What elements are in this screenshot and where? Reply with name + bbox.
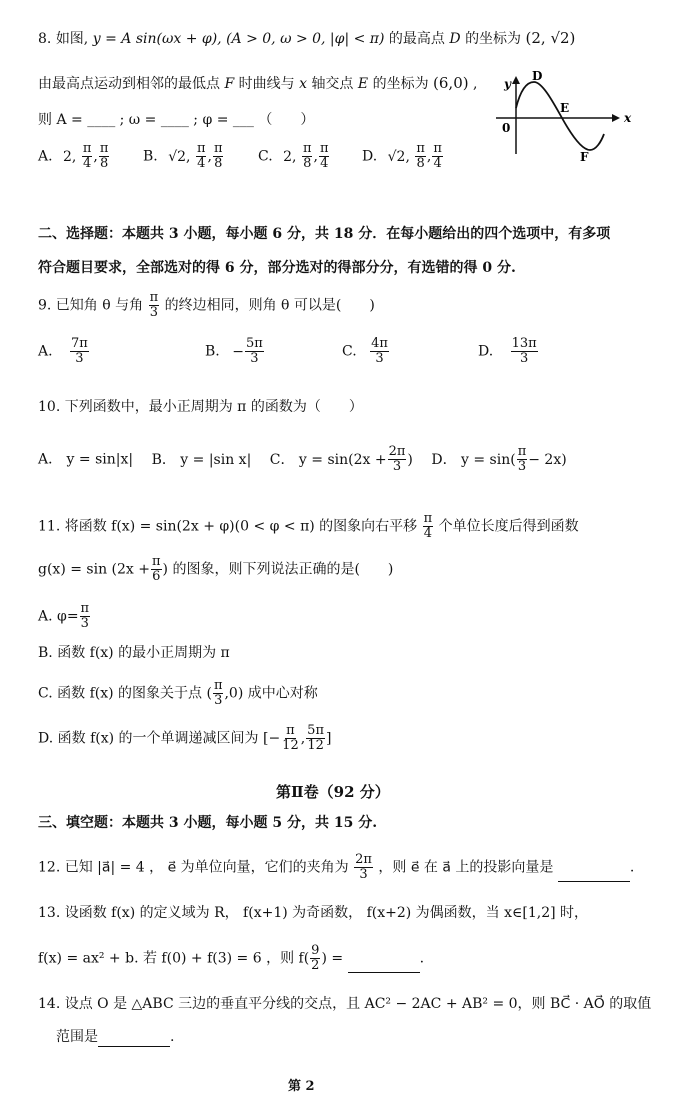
q10-c-pre: C． y = sin(2x + xyxy=(269,451,387,468)
q8-coord-e: (6,0) xyxy=(433,74,469,92)
q11-line2 xyxy=(38,555,393,584)
fraction xyxy=(151,555,162,584)
denominator: 4 xyxy=(433,156,442,171)
x-axis-arrow xyxy=(612,114,620,122)
numerator: π xyxy=(152,554,161,569)
fraction xyxy=(310,944,320,973)
numerator: 5π xyxy=(245,336,263,351)
q10-d-pre: D． y = sin( xyxy=(431,451,516,468)
denominator: 12 xyxy=(282,738,299,753)
q8-sine-graph xyxy=(490,70,640,162)
numerator: π xyxy=(433,141,442,156)
denominator: 4 xyxy=(320,156,329,171)
fraction xyxy=(149,291,160,320)
numerator: π xyxy=(213,678,223,693)
denominator: 3 xyxy=(392,459,402,474)
option-label: C. xyxy=(258,148,273,165)
option-value: √2, xyxy=(168,148,191,165)
fraction xyxy=(306,724,325,753)
numerator: π xyxy=(423,511,433,526)
fraction xyxy=(245,337,264,366)
numerator: π xyxy=(196,141,206,156)
denominator: 8 xyxy=(214,156,223,171)
q8-line2-c: 轴交点 xyxy=(311,76,354,92)
graph-label-f: F xyxy=(580,150,589,162)
q11-line2-b: ) 的图象，则下列说法正确的是( ) xyxy=(162,561,394,578)
q8-option-d: D. √2, $\frac{\pi}{8}$ , $\frac{\pi}{4}$ xyxy=(362,141,442,171)
q9-option-a xyxy=(38,337,90,366)
denominator: 3 xyxy=(520,351,529,366)
q8-point-d: D xyxy=(449,31,461,47)
q10-option-d xyxy=(431,444,567,474)
fraction xyxy=(370,337,389,366)
q14-answer-blank[interactable] xyxy=(98,1032,170,1047)
fraction xyxy=(80,602,91,631)
denominator: 4 xyxy=(197,156,206,171)
denominator: 3 xyxy=(250,351,259,366)
q10-d-post: − 2x) xyxy=(528,451,567,468)
fraction xyxy=(99,142,110,171)
q8-line2-d: 的坐标为 xyxy=(372,76,429,92)
fraction xyxy=(213,142,224,171)
q9-option-b xyxy=(205,337,265,366)
q11-a-pre: A. φ= xyxy=(38,608,79,625)
q13-line1: 13. 设函数 f(x) 的定义域为 R， f(x+1) 为奇函数， f(x+2) 为偶函数，当 x∈[1,2] 时， xyxy=(38,905,589,921)
numerator: π xyxy=(82,141,92,156)
q10-options xyxy=(38,445,567,474)
numerator: π xyxy=(99,141,109,156)
q13-end: . xyxy=(419,950,425,967)
q12-post: ，则 e⃗ 在 a⃗ 上的投影向量是 xyxy=(378,859,554,876)
q8-coord-text: 的坐标为 xyxy=(465,31,522,47)
q8-number: 8. xyxy=(38,31,52,47)
numerator: π xyxy=(517,444,527,459)
q11-d-comma: , xyxy=(300,730,306,747)
q8-line1 xyxy=(38,28,575,49)
denominator: 2 xyxy=(311,958,320,973)
denominator: 4 xyxy=(82,156,92,171)
fraction xyxy=(432,142,443,171)
denominator: 8 xyxy=(99,156,109,171)
q8-lead: 如图, xyxy=(55,31,89,47)
q11-c-post: ,0) 成中心对称 xyxy=(224,685,318,702)
option-label: B. xyxy=(205,343,220,360)
fraction xyxy=(511,337,538,366)
q9-stem xyxy=(38,291,375,320)
q12-pre: 12. 已知 |a⃗| = 4 ， e⃗ 为单位向量，它们的夹角为 xyxy=(38,859,349,876)
option-value: 2, xyxy=(283,148,297,165)
numerator: π xyxy=(286,723,295,738)
graph-label-y: y xyxy=(504,77,511,91)
fraction xyxy=(423,512,434,541)
option-label: D. xyxy=(478,343,494,360)
numerator: 13π xyxy=(511,336,537,351)
numerator: 5π xyxy=(307,723,324,738)
fraction xyxy=(70,337,89,366)
q13-answer-blank[interactable] xyxy=(348,958,420,973)
q12-stem xyxy=(38,853,634,882)
q14-line2 xyxy=(56,1027,174,1047)
denominator: 3 xyxy=(517,459,527,474)
section2-line1: 二、选择题：本题共 3 小题，每小题 6 分，共 18 分．在每小题给出的四个选项中，有多项 xyxy=(38,226,611,242)
denominator: 3 xyxy=(80,616,89,631)
q13-line2 xyxy=(38,944,424,973)
q8-point-e: E xyxy=(357,76,369,92)
q11-d-pre: D. 函数 f(x) 的一个单调递减区间为 [− xyxy=(38,730,281,747)
q11-line1 xyxy=(38,512,579,541)
q8-line2-a: 由最高点运动到相邻的最低点 xyxy=(38,76,220,92)
option-label: C. xyxy=(342,343,357,360)
numerator: π xyxy=(319,141,329,156)
denominator: 3 xyxy=(375,351,384,366)
q9-lead: 9. 已知角 θ 与角 xyxy=(38,297,144,314)
fraction xyxy=(281,724,300,753)
fraction xyxy=(82,142,93,171)
q8-coord-d: (2, √2) xyxy=(525,29,576,47)
q11-line2-a: g(x) = sin (2x + xyxy=(38,561,150,578)
numerator: 9 xyxy=(311,943,320,958)
option-label: B. xyxy=(143,148,158,165)
q11-option-c xyxy=(38,679,318,708)
q14-line1: 14. 设点 O 是 △ABC 三边的垂直平分线的交点，且 AC² − 2AC + AB² = 0，则 BC⃗ · AO⃗ 的取值 xyxy=(38,996,652,1012)
denominator: 3 xyxy=(75,351,84,366)
option-label: D. xyxy=(362,148,378,165)
fraction xyxy=(415,142,426,171)
q8-line3: 则 A = ____ ; ω = ____ ; φ = ___ （ ） xyxy=(38,112,315,128)
option-value: 2, xyxy=(63,148,77,165)
denominator: 6 xyxy=(152,569,161,584)
q10-stem: 10. 下列函数中，最小正周期为 π 的函数为（ ） xyxy=(38,399,363,415)
q11-line1-a: 11. 将函数 f(x) = sin(2x + φ)(0 < φ < π) 的图象向右平移 xyxy=(38,518,418,535)
fraction xyxy=(302,142,313,171)
numerator: π xyxy=(416,141,425,156)
q13-line2-post: ) = xyxy=(321,950,344,967)
option-sign: − xyxy=(232,343,244,360)
graph-label-e: E xyxy=(560,101,570,115)
denominator: 3 xyxy=(149,305,158,320)
sine-curve xyxy=(516,82,604,150)
numerator: π xyxy=(80,601,90,616)
denominator: 12 xyxy=(307,738,324,753)
q9-option-d xyxy=(478,337,539,366)
q8-function: y = A sin(ωx + φ), (A > 0, ω > 0, |φ| < π) xyxy=(92,31,385,47)
fraction xyxy=(517,445,528,474)
q10-option-b: B． y = |sin x| xyxy=(151,451,252,468)
q12-answer-blank[interactable] xyxy=(558,867,630,882)
numerator: 4π xyxy=(371,336,388,351)
q8-line2 xyxy=(38,73,478,94)
q11-d-post: ] xyxy=(326,730,332,747)
q8-option-a: A. 2, $\frac{\pi}{4}$ , $\frac{\pi}{8}$ xyxy=(38,141,109,171)
numerator: π xyxy=(213,141,223,156)
denominator: 4 xyxy=(423,526,433,541)
q11-option-b: B. 函数 f(x) 的最小正周期为 π xyxy=(38,645,230,661)
denominator: 8 xyxy=(303,156,312,171)
numerator: 7π xyxy=(71,336,88,351)
q12-end: . xyxy=(629,859,635,876)
q8-point-f: F xyxy=(224,76,235,92)
fraction xyxy=(196,142,207,171)
q14-line2-text: 范围是 xyxy=(56,1029,98,1045)
fraction xyxy=(354,853,373,882)
q11-line1-b: 个单位长度后得到函数 xyxy=(438,518,579,535)
graph-label-d: D xyxy=(532,70,543,83)
numerator: π xyxy=(302,141,312,156)
q10-option-a: A． y = sin|x| xyxy=(38,451,134,468)
q10-c-post: ) xyxy=(407,451,413,468)
q8-line2-b: 时曲线与 xyxy=(238,76,295,92)
page-number: 第 2 xyxy=(288,1079,315,1094)
graph-label-x: x xyxy=(624,111,632,125)
q11-option-a xyxy=(38,602,91,631)
denominator: 3 xyxy=(359,867,368,882)
numerator: 2π xyxy=(355,852,372,867)
numerator: 2π xyxy=(388,444,406,459)
option-label: A. xyxy=(38,148,53,165)
q8-x-axis-label: x xyxy=(299,76,307,92)
q9-option-c xyxy=(342,337,390,366)
q9-tail: 的终边相同，则角 θ 可以是( ) xyxy=(164,297,375,314)
option-value: √2, xyxy=(387,148,410,165)
section2-line2: 符合题目要求，全部选对的得 6 分，部分选对的得部分分，有选错的得 0 分. xyxy=(38,260,516,276)
denominator: 3 xyxy=(214,693,223,708)
fraction xyxy=(388,445,407,474)
denominator: 8 xyxy=(416,156,425,171)
q11-c-pre: C. 函数 f(x) 的图象关于点 ( xyxy=(38,685,212,702)
graph-label-origin: 0 xyxy=(502,121,511,135)
q8-option-c: C. 2, $\frac{\pi}{8}$ , $\frac{\pi}{4}$ xyxy=(258,141,329,171)
q13-line2-pre: f(x) = ax² + b. 若 f(0) + f(3) = 6 ，则 f( xyxy=(38,950,310,967)
part2-title: 第Ⅱ卷（92 分） xyxy=(276,783,390,801)
q8-tail: 的最高点 xyxy=(388,31,445,47)
q8-option-b: B. √2, $\frac{\pi}{4}$ , $\frac{\pi}{8}$ xyxy=(143,141,223,171)
q14-end: . xyxy=(170,1029,175,1045)
y-axis-arrow xyxy=(512,76,520,84)
numerator: π xyxy=(149,290,159,305)
fraction xyxy=(319,142,330,171)
option-label: A. xyxy=(38,343,53,360)
fraction xyxy=(213,679,224,708)
q11-option-d xyxy=(38,724,331,753)
section3-line: 三、填空题：本题共 3 小题，每小题 5 分，共 15 分. xyxy=(38,815,378,831)
q8-comma: , xyxy=(473,76,478,92)
